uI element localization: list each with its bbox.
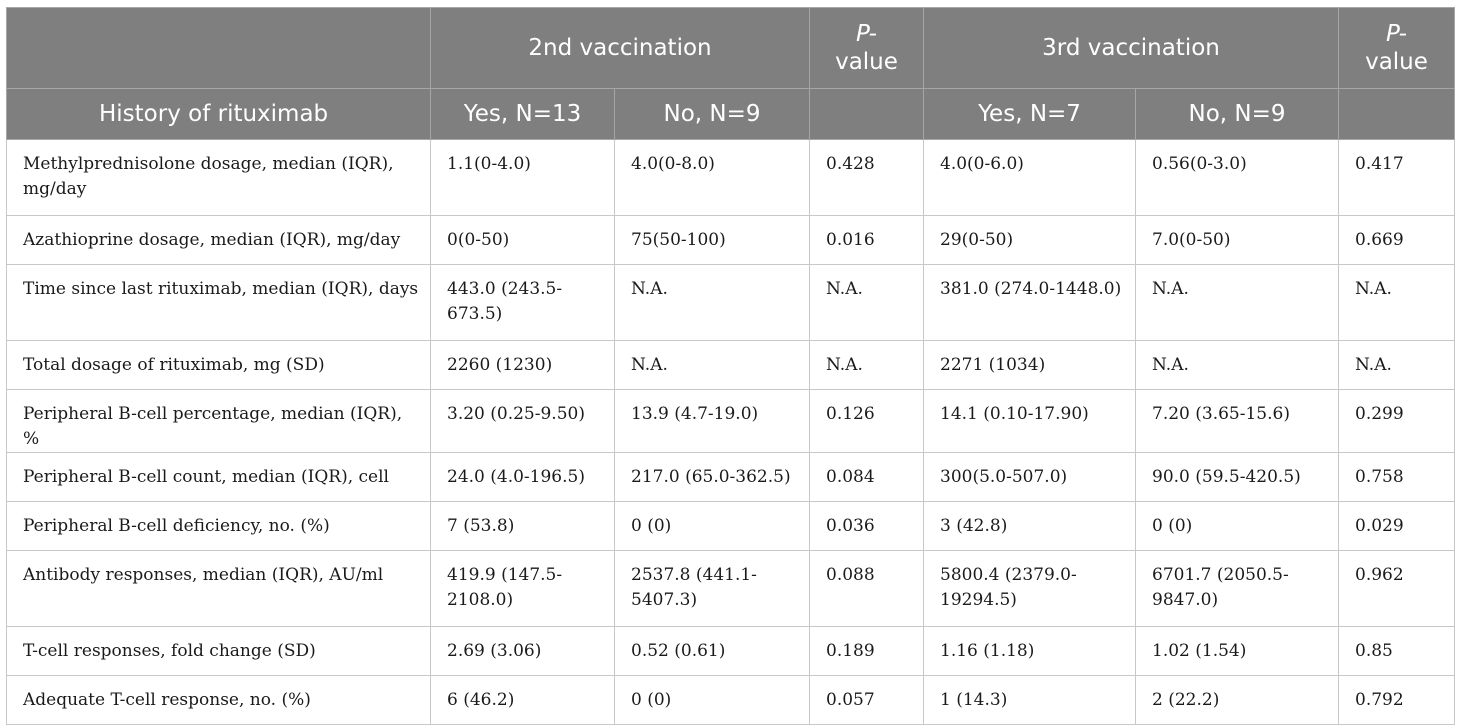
header-row-label: History of rituximab <box>7 89 431 140</box>
table-row <box>7 453 1455 502</box>
table-row <box>7 341 1455 390</box>
table-row <box>7 140 1455 216</box>
header-second-no: No, N=9 <box>615 89 810 140</box>
cell-third-yes: 300(5.0-507.0) <box>924 453 1136 502</box>
cell-third-no: 7.0(0-50) <box>1136 216 1339 265</box>
table-header <box>7 8 1455 140</box>
cell-third-no: N.A. <box>1136 341 1339 390</box>
row-label: Total dosage of rituximab, mg (SD) <box>7 341 431 390</box>
cell-second-no: 0 (0) <box>615 676 810 725</box>
cell-second-yes: 7 (53.8) <box>431 502 615 551</box>
row-label: Methylprednisolone dosage, median (IQR), mg/day <box>7 140 431 216</box>
p-value-italic: P- <box>1386 21 1407 47</box>
cell-second-yes: 1.1(0-4.0) <box>431 140 615 216</box>
cell-third-no: 6701.7 (2050.5-9847.0) <box>1136 551 1339 627</box>
cell-third-no: 2 (22.2) <box>1136 676 1339 725</box>
cell-third-yes: 5800.4 (2379.0-19294.5) <box>924 551 1136 627</box>
header-row-groups <box>7 8 1455 89</box>
cell-p-value-second: N.A. <box>810 341 924 390</box>
row-label: Peripheral B-cell percentage, median (IQR), % <box>7 390 431 453</box>
cell-p-value-third: 0.417 <box>1339 140 1455 216</box>
table-row <box>7 216 1455 265</box>
cell-second-no: 0.52 (0.61) <box>615 627 810 676</box>
row-label: Antibody responses, median (IQR), AU/ml <box>7 551 431 627</box>
cell-p-value-second: 0.189 <box>810 627 924 676</box>
cell-p-value-second: N.A. <box>810 265 924 341</box>
cell-p-value-third: 0.758 <box>1339 453 1455 502</box>
table-row <box>7 265 1455 341</box>
row-label: T-cell responses, fold change (SD) <box>7 627 431 676</box>
table-body <box>7 140 1455 725</box>
cell-p-value-third: 0.299 <box>1339 390 1455 453</box>
cell-p-value-third: 0.962 <box>1339 551 1455 627</box>
cell-p-value-second: 0.088 <box>810 551 924 627</box>
cell-p-value-third: 0.792 <box>1339 676 1455 725</box>
cell-third-yes: 2271 (1034) <box>924 341 1136 390</box>
p-value-word: value <box>835 49 898 75</box>
cell-second-yes: 419.9 (147.5-2108.0) <box>431 551 615 627</box>
row-label: Adequate T-cell response, no. (%) <box>7 676 431 725</box>
header-empty-cell <box>810 89 924 140</box>
cell-p-value-second: 0.036 <box>810 502 924 551</box>
cell-p-value-second: 0.126 <box>810 390 924 453</box>
header-third-yes: Yes, N=7 <box>924 89 1136 140</box>
table-row <box>7 627 1455 676</box>
cell-third-no: 7.20 (3.65-15.6) <box>1136 390 1339 453</box>
header-empty-cell <box>1339 89 1455 140</box>
cell-p-value-third: N.A. <box>1339 265 1455 341</box>
cell-p-value-third: 0.029 <box>1339 502 1455 551</box>
cell-second-no: 217.0 (65.0-362.5) <box>615 453 810 502</box>
cell-third-yes: 4.0(0-6.0) <box>924 140 1136 216</box>
cell-third-no: 90.0 (59.5-420.5) <box>1136 453 1339 502</box>
header-p-value-second <box>810 8 924 89</box>
header-third-no: No, N=9 <box>1136 89 1339 140</box>
cell-second-no: N.A. <box>615 265 810 341</box>
cell-p-value-third: N.A. <box>1339 341 1455 390</box>
cell-third-yes: 29(0-50) <box>924 216 1136 265</box>
cell-second-no: 4.0(0-8.0) <box>615 140 810 216</box>
cell-p-value-second: 0.428 <box>810 140 924 216</box>
cell-second-no: 75(50-100) <box>615 216 810 265</box>
cell-p-value-second: 0.016 <box>810 216 924 265</box>
comparison-table <box>6 7 1455 725</box>
cell-second-yes: 443.0 (243.5-673.5) <box>431 265 615 341</box>
cell-second-no: N.A. <box>615 341 810 390</box>
row-label: Time since last rituximab, median (IQR), days <box>7 265 431 341</box>
cell-p-value-second: 0.084 <box>810 453 924 502</box>
header-empty-cell <box>7 8 431 89</box>
cell-third-no: 1.02 (1.54) <box>1136 627 1339 676</box>
table-row <box>7 390 1455 453</box>
cell-second-yes: 0(0-50) <box>431 216 615 265</box>
cell-second-yes: 3.20 (0.25-9.50) <box>431 390 615 453</box>
p-value-italic: P- <box>856 21 877 47</box>
cell-p-value-third: 0.669 <box>1339 216 1455 265</box>
cell-third-yes: 14.1 (0.10-17.90) <box>924 390 1136 453</box>
table-row <box>7 502 1455 551</box>
row-label: Peripheral B-cell count, median (IQR), cell <box>7 453 431 502</box>
cell-second-yes: 2.69 (3.06) <box>431 627 615 676</box>
table-row <box>7 676 1455 725</box>
p-value-word: value <box>1365 49 1428 75</box>
cell-p-value-second: 0.057 <box>810 676 924 725</box>
table-row <box>7 551 1455 627</box>
header-row-subgroups <box>7 89 1455 140</box>
cell-third-yes: 3 (42.8) <box>924 502 1136 551</box>
cell-third-yes: 381.0 (274.0-1448.0) <box>924 265 1136 341</box>
row-label: Azathioprine dosage, median (IQR), mg/day <box>7 216 431 265</box>
cell-third-no: 0.56(0-3.0) <box>1136 140 1339 216</box>
cell-third-yes: 1.16 (1.18) <box>924 627 1136 676</box>
cell-third-yes: 1 (14.3) <box>924 676 1136 725</box>
header-second-yes: Yes, N=13 <box>431 89 615 140</box>
cell-second-no: 0 (0) <box>615 502 810 551</box>
cell-second-yes: 2260 (1230) <box>431 341 615 390</box>
header-p-value-third <box>1339 8 1455 89</box>
cell-third-no: 0 (0) <box>1136 502 1339 551</box>
header-third-vaccination: 3rd vaccination <box>924 8 1339 89</box>
cell-third-no: N.A. <box>1136 265 1339 341</box>
cell-second-no: 2537.8 (441.1-5407.3) <box>615 551 810 627</box>
header-second-vaccination: 2nd vaccination <box>431 8 810 89</box>
row-label: Peripheral B-cell deficiency, no. (%) <box>7 502 431 551</box>
cell-second-yes: 6 (46.2) <box>431 676 615 725</box>
cell-second-no: 13.9 (4.7-19.0) <box>615 390 810 453</box>
cell-p-value-third: 0.85 <box>1339 627 1455 676</box>
cell-second-yes: 24.0 (4.0-196.5) <box>431 453 615 502</box>
